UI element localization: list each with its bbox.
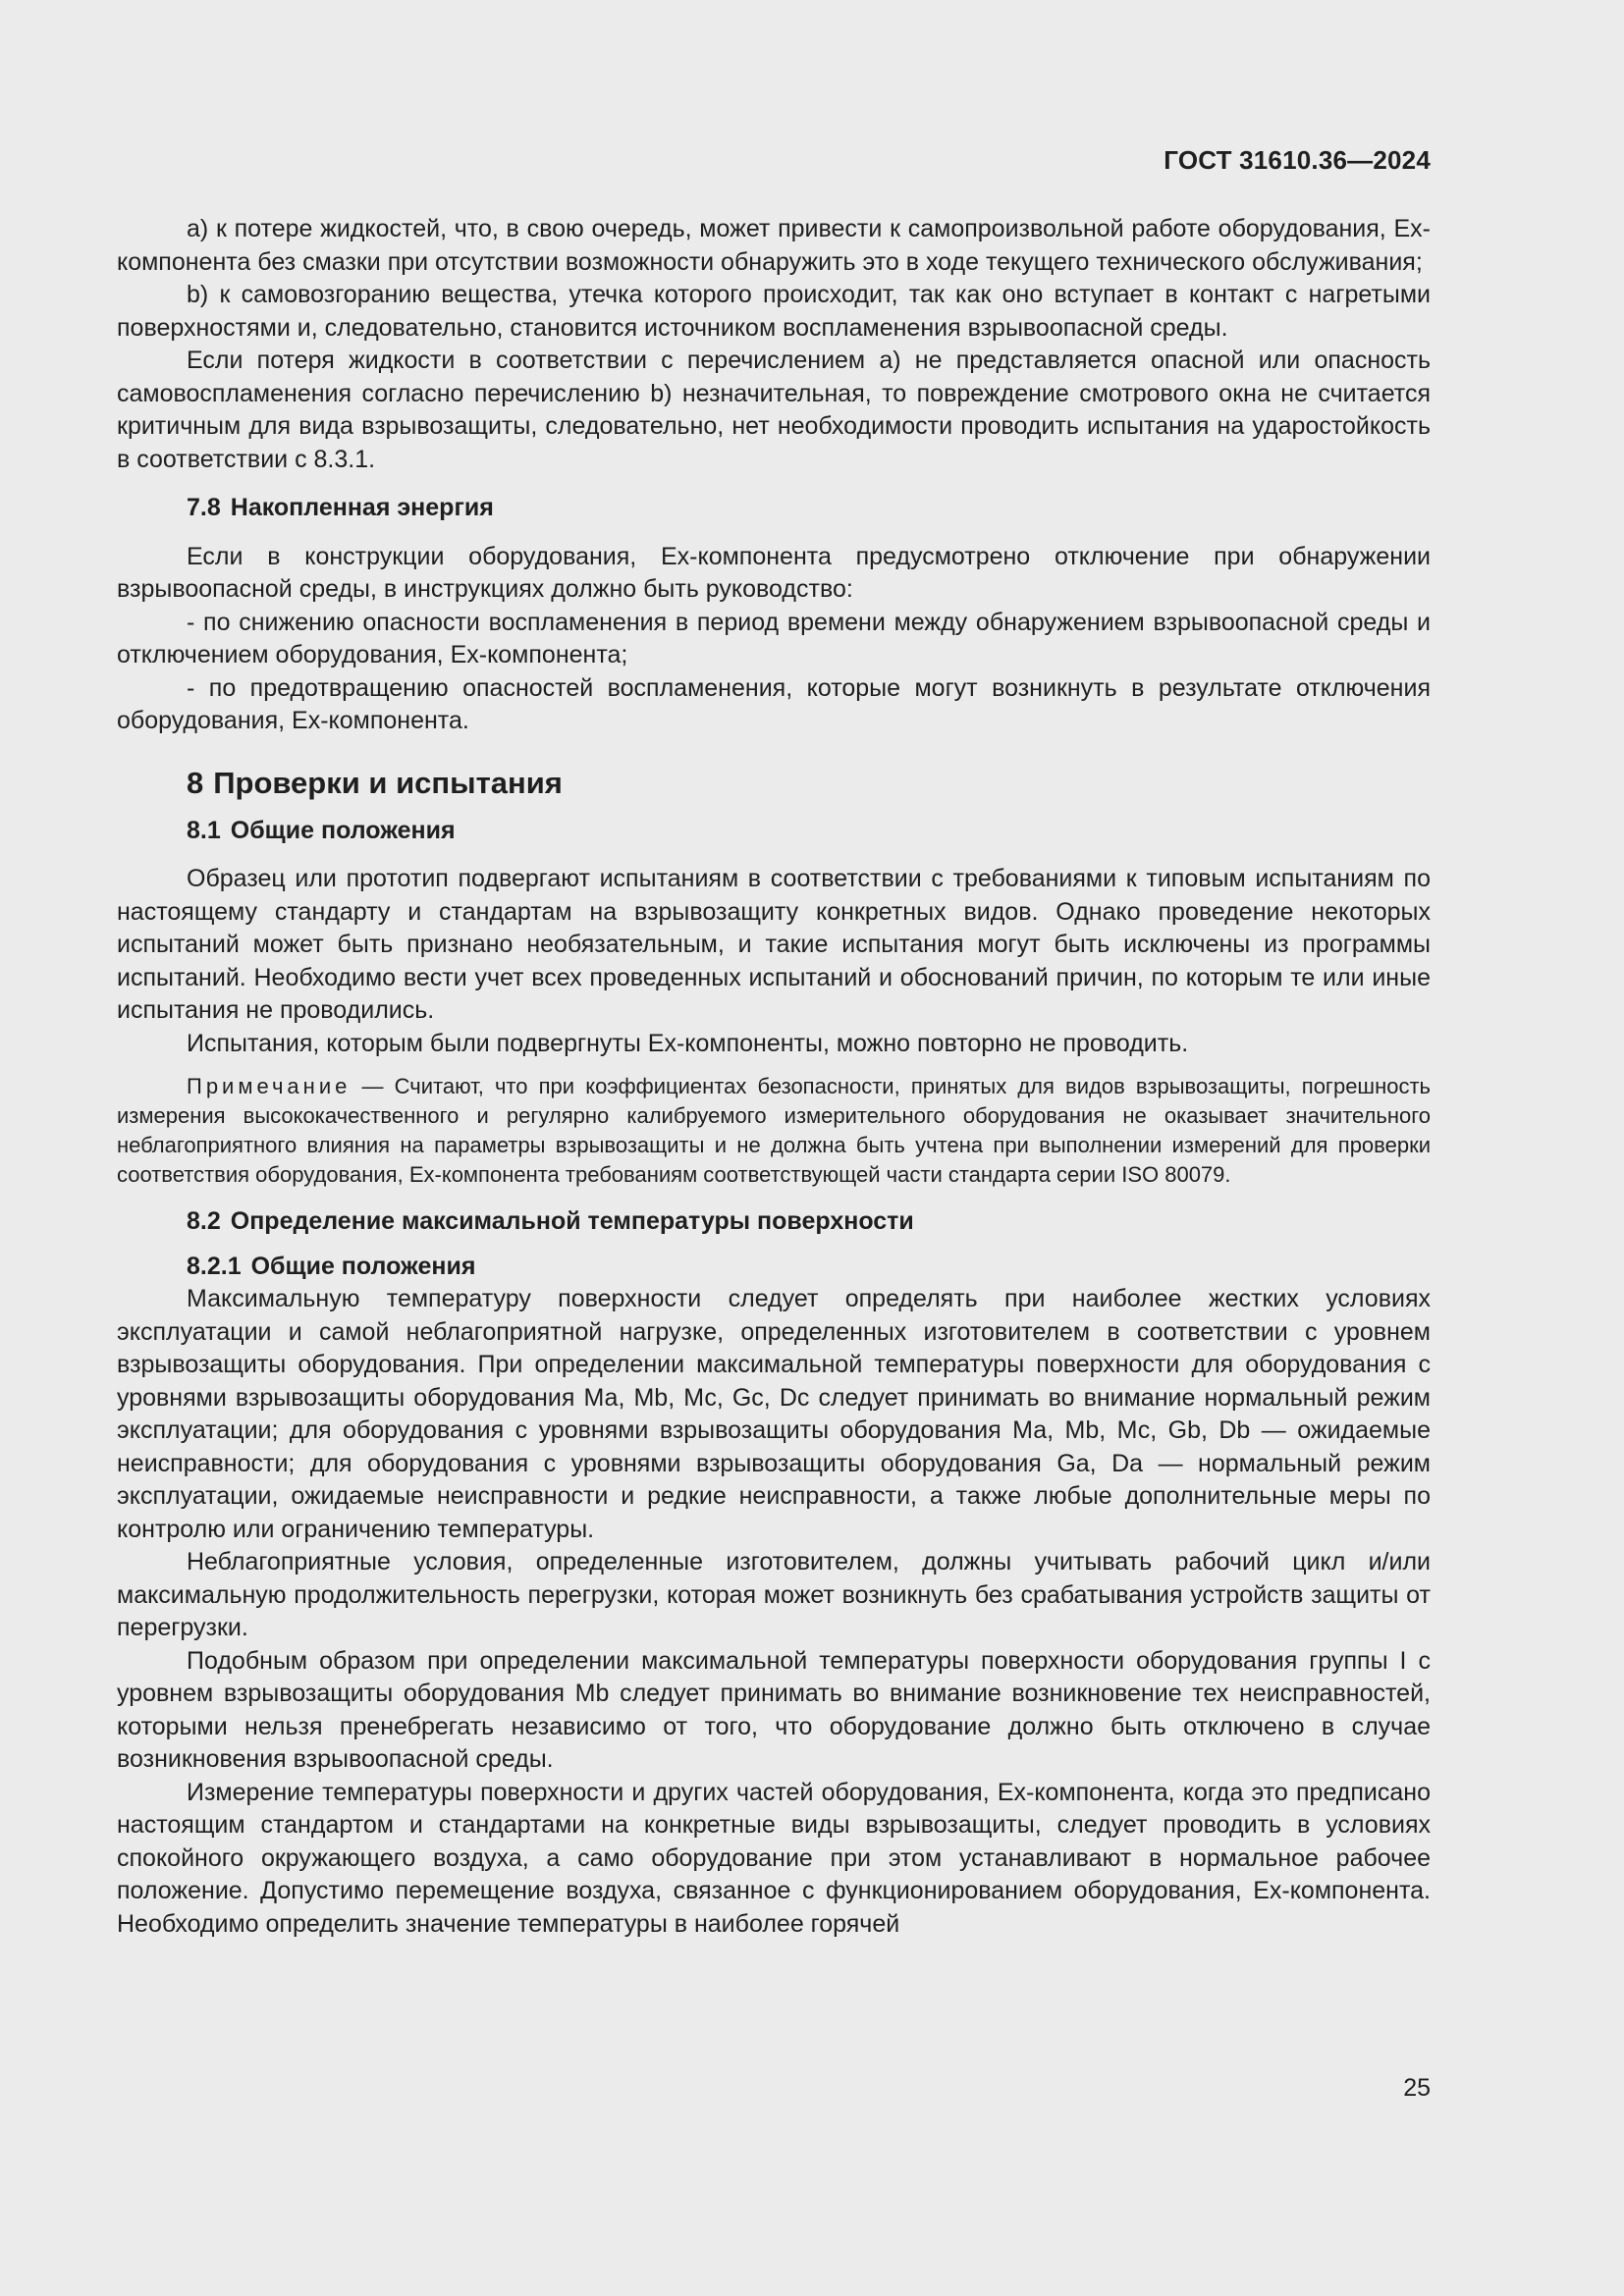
- section-heading-7-8: [117, 492, 1431, 525]
- paragraph: Максимальную температуру поверхности следует определять при наиболее жестких условиях эксплуатации и самой неблагоприятной нагрузке, определенных изготовителем в соответствии с уровнем взрывозащиты оборудования. При определении максимальной температуры поверхности для оборудования с уровнями взрывозащиты оборудования Ма, Mb, Мс, Gc, Dc следует принимать во внимание нормальный режим эксплуатации; для оборудования с уровнями взрывозащиты оборудования Ма, Mb, Мс, Gb, Db — ожидаемые неисправности; для оборудования с уровнями взрывозащиты оборудования Ga, Da — нормальный режим эксплуатации, ожидаемые неисправности и редкие неисправности, а также любые дополнительные меры по контролю или ограничению температуры.: [117, 1285, 1431, 1543]
- paragraph-list-item-b: b) к самовозгоранию вещества, утечка которого происходит, так как оно вступает в контакт с нагретыми поверхностями и, следовательно, становится источником воспламенения взрывоопасной среды.: [117, 281, 1431, 342]
- note: [117, 1072, 1431, 1190]
- chapter-title: Проверки и испытания: [213, 765, 563, 800]
- section-heading-8-1: [117, 815, 1431, 848]
- paragraph: Неблагоприятные условия, определенные изготовителем, должны учитывать рабочий цикл и/или максимальную продолжительность перегрузки, которая может возникнуть без срабатывания устройств защиты от перегрузки.: [117, 1548, 1431, 1641]
- document-page: [117, 145, 1431, 1941]
- paragraph: Если потеря жидкости в соответствии с перечислением а) не представляется опасной или опасность самовоспламенения согласно перечислению b) незначительная, то повреждение смотрового окна не считается критичным для вида взрывозащиты, следовательно, нет необходимости проводить испытания на ударостойкость в соответствии с 8.3.1.: [117, 347, 1431, 473]
- note-label: Примечание: [187, 1074, 352, 1098]
- paragraph: Если в конструкции оборудования, Ex-компонента предусмотрено отключение при обнаружении взрывоопасной среды, в инструкциях должно быть руководство:: [117, 542, 1431, 603]
- chapter-number: 8: [187, 765, 204, 800]
- section-title: Определение максимальной температуры поверхности: [230, 1207, 914, 1235]
- section-title: Общие положения: [230, 816, 456, 844]
- chapter-heading-8: [117, 764, 1431, 803]
- section-heading-8-2: [117, 1205, 1431, 1239]
- section-title: Общие положения: [250, 1252, 476, 1280]
- paragraph: Измерение температуры поверхности и других частей оборудования, Ex-компонента, когда это предписано настоящим стандартом и стандартами на конкретные виды взрывозащиты, следует проводить в условиях спокойного окружающего воздуха, а само оборудование при этом устанавливают в нормальное рабочее положение. Допустимо перемещение воздуха, связанное с функционированием оборудования, Ex-компонента. Необходимо определить значение температуры в наиболее горячей: [117, 1778, 1431, 1938]
- page-number: 25: [1403, 2074, 1431, 2102]
- paragraph: Испытания, которым были подвергнуты Ex-компоненты, можно повторно не проводить.: [187, 1029, 1189, 1057]
- document-code-header: ГОСТ 31610.36—2024: [1164, 145, 1431, 175]
- paragraph-dash-item: - по снижению опасности воспламенения в период времени между обнаружением взрывоопасной среды и отключением оборудования, Ex-компонента;: [117, 608, 1431, 668]
- section-heading-8-2-1: [117, 1251, 1431, 1284]
- paragraph-dash-item: - по предотвращению опасностей воспламенения, которые могут возникнуть в результате отключения оборудования, Ex-компонента.: [117, 673, 1431, 734]
- note-text: — Считают, что при коэффициентах безопасности, принятых для видов взрывозащиты, погрешность измерения высококачественного и регулярно калибруемого измерительного оборудования не оказывает значительного неблагоприятного влияния на параметры взрывозащиты и не должна быть учтена при выполнении измерений для проверки соответствия оборудования, Ex-компонента требованиям соответствующей части стандарта серии ISO 80079.: [117, 1074, 1431, 1187]
- section-number: 8.2: [187, 1207, 221, 1235]
- paragraph: Подобным образом при определении максимальной температуры поверхности оборудования группы I с уровнем взрывозащиты оборудования Mb следует принимать во внимание возникновение тех неисправностей, которыми нельзя пренебрегать независимо от того, что оборудование должно быть отключено в случае возникновения взрывоопасной среды.: [117, 1646, 1431, 1773]
- section-number: 8.2.1: [187, 1252, 242, 1280]
- section-number: 7.8: [187, 494, 221, 521]
- section-title: Накопленная энергия: [230, 494, 494, 521]
- paragraph-list-item-a: а) к потере жидкостей, что, в свою очередь, может привести к самопроизвольной работе оборудования, Ex-компонента без смазки при отсутствии возможности обнаружить это в ходе текущего технического обслуживания;: [117, 215, 1431, 276]
- section-number: 8.1: [187, 816, 221, 844]
- paragraph: Образец или прототип подвергают испытаниям в соответствии с требованиями к типовым испытаниям по настоящему стандарту и стандартам на взрывозащиту конкретных видов. Однако проведение некоторых испытаний может быть признано необязательным, и такие испытания могут быть исключены из программы испытаний. Необходимо вести учет всех проведенных испытаний и обоснований причин, по которым те или иные испытания не проводились.: [117, 865, 1431, 1024]
